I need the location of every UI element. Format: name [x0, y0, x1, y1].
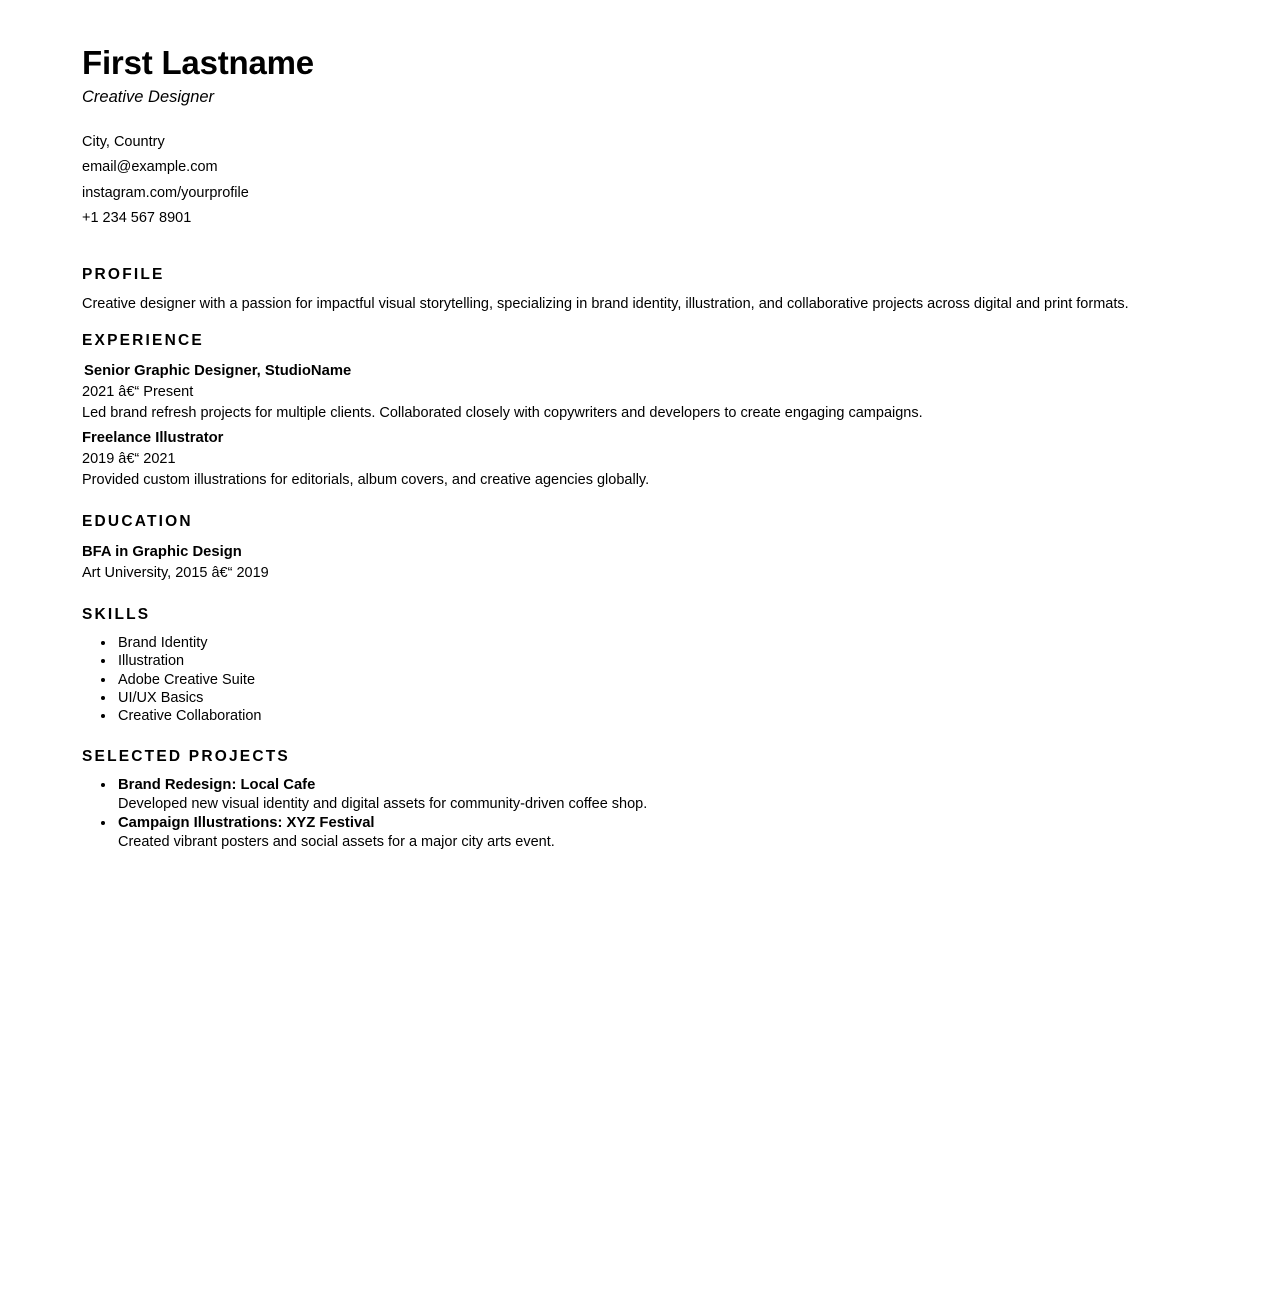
list-item	[116, 814, 1198, 852]
experience-job-title: Freelance Illustrator	[82, 429, 224, 446]
experience-job-description: Provided custom illustrations for editorials, album covers, and creative agencies globally.	[82, 471, 650, 488]
skills-list	[82, 634, 1198, 725]
list-item: • UI/UX Basics	[116, 689, 1198, 707]
experience-job-dates: 2019 â€“ 2021	[82, 450, 176, 467]
experience-heading: EXPERIENCE	[82, 332, 204, 350]
education-heading: EDUCATION	[82, 512, 193, 530]
section-profile	[82, 266, 1198, 315]
list-item: • Brand Identity	[116, 634, 1198, 652]
education-meta: Art University, 2015 â€“ 2019	[82, 564, 269, 581]
section-selected-projects	[82, 748, 1198, 853]
experience-entry	[82, 361, 1198, 424]
experience-job-description: Led brand refresh projects for multiple clients. Collaborated closely with copywriters and developers to create engaging campaigns.	[82, 404, 923, 421]
contact-email[interactable]: email@example.com	[82, 159, 218, 176]
profile-heading: PROFILE	[82, 265, 165, 283]
experience-entry	[82, 428, 1198, 491]
education-degree: BFA in Graphic Design	[82, 543, 242, 560]
list-item	[116, 776, 1198, 814]
project-name: • Campaign Illustrations: XYZ Festival	[118, 815, 375, 832]
contact-block	[82, 130, 1198, 232]
project-name: • Brand Redesign: Local Cafe	[118, 777, 316, 794]
projects-heading: SELECTED PROJECTS	[82, 747, 290, 765]
project-description: Created vibrant posters and social assets for a major city arts event.	[118, 834, 555, 851]
profile-text: Creative designer with a passion for impactful visual storytelling, specializing in brand identity, illustration, and collaborative projects across digital and print formats.	[82, 296, 1129, 313]
section-experience	[82, 332, 1198, 491]
skills-heading: SKILLS	[82, 605, 151, 623]
contact-location: City, Country	[82, 133, 165, 150]
section-skills	[82, 606, 1198, 726]
projects-list	[82, 776, 1198, 852]
list-item: • Creative Collaboration	[116, 707, 1198, 725]
experience-job-dates: 2021 â€“ Present	[82, 383, 194, 400]
contact-instagram[interactable]: instagram.com/yourprofile	[82, 184, 249, 201]
job-title-subtitle: Creative Designer	[82, 87, 215, 106]
list-item: • Adobe Creative Suite	[116, 671, 1198, 689]
experience-job-title: Senior Graphic Designer, StudioName	[84, 362, 352, 379]
page-title: First Lastname	[82, 44, 314, 81]
contact-phone: +1 234 567 8901	[82, 210, 192, 227]
list-item: • Illustration	[116, 652, 1198, 670]
project-description: Developed new visual identity and digital assets for community-driven coffee shop.	[118, 796, 648, 813]
section-education	[82, 513, 1198, 584]
